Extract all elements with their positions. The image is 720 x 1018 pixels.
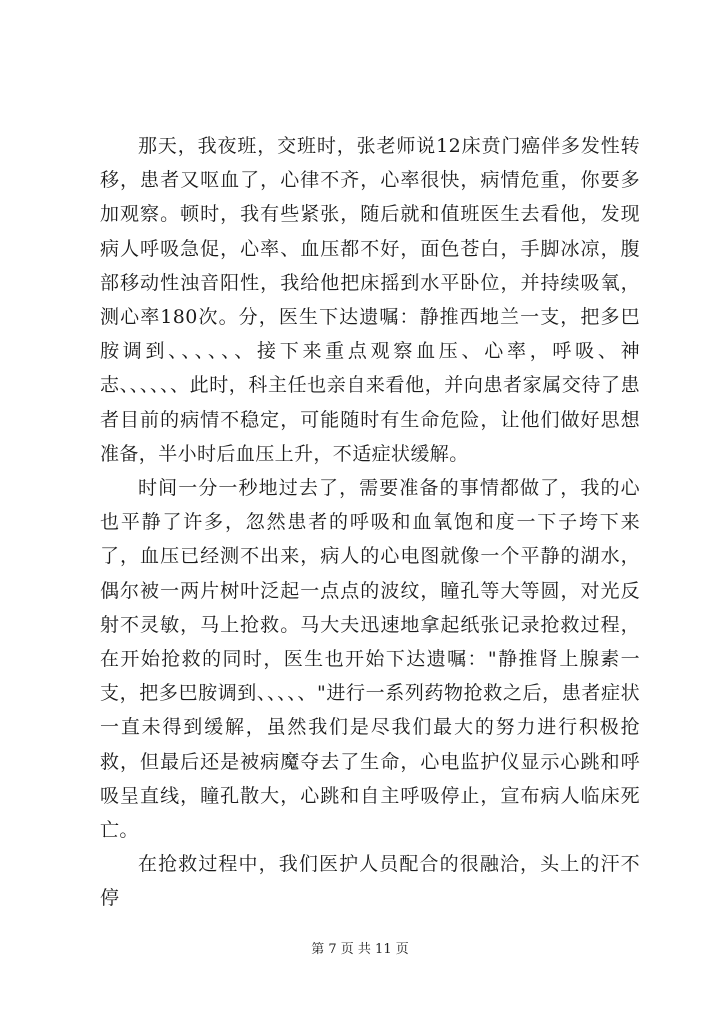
paragraph-1: 那天，我夜班，交班时，张老师说12床贲门癌伴多发性转移，患者又呕血了，心律不齐，心率很快，病情危重，你要多加观察。顿时，我有些紧张，随后就和值班医生去看他，发现病人呼吸急促，心率、血压都不好，面色苍白，手脚冰凉，腹部移动性浊音阳性，我给他把床摇到水平卧位，并持续吸氧，测心率180次。分，医生下达遗嘱：静推西地兰一支，把多巴胺调到、、、、、、接下来重点观察血压、心率，呼吸、神志、、、、、、此时，科主任也亲自来看他，并向患者家属交待了患者目前的病情不稳定，可能随时有生命危险，让他们做好思想准备，半小时后血压上升，不适症状缓解。 xyxy=(100,135,640,465)
body-text xyxy=(100,129,640,916)
paragraph-3: 在抢救过程中，我们医护人员配合的很融洽，头上的汗不停 xyxy=(100,853,640,910)
page-footer: 第 7 页 共 11 页 xyxy=(311,942,409,957)
paragraph-2: 时间一分一秒地过去了，需要准备的事情都做了，我的心也平静了许多，忽然患者的呼吸和血氧饱和度一下子垮下来了，血压已经测不出来，病人的心电图就像一个平静的湖水，偶尔被一两片树叶泛起一点点的波纹，瞳孔等大等圆，对光反射不灵敏，马上抢救。马大夫迅速地拿起纸张记录抢救过程，在开始抢救的同时，医生也开始下达遗嘱："静推肾上腺素一支，把多巴胺调到、、、、、"进行一系列药物抢救之后，患者症状一直未得到缓解，虽然我们是尽我们最大的努力进行积极抢救，但最后还是被病魔夺去了生命，心电监护仪显示心跳和呼吸呈直线，瞳孔散大，心跳和自主呼吸停止，宣布病人临床死亡。 xyxy=(100,477,640,842)
